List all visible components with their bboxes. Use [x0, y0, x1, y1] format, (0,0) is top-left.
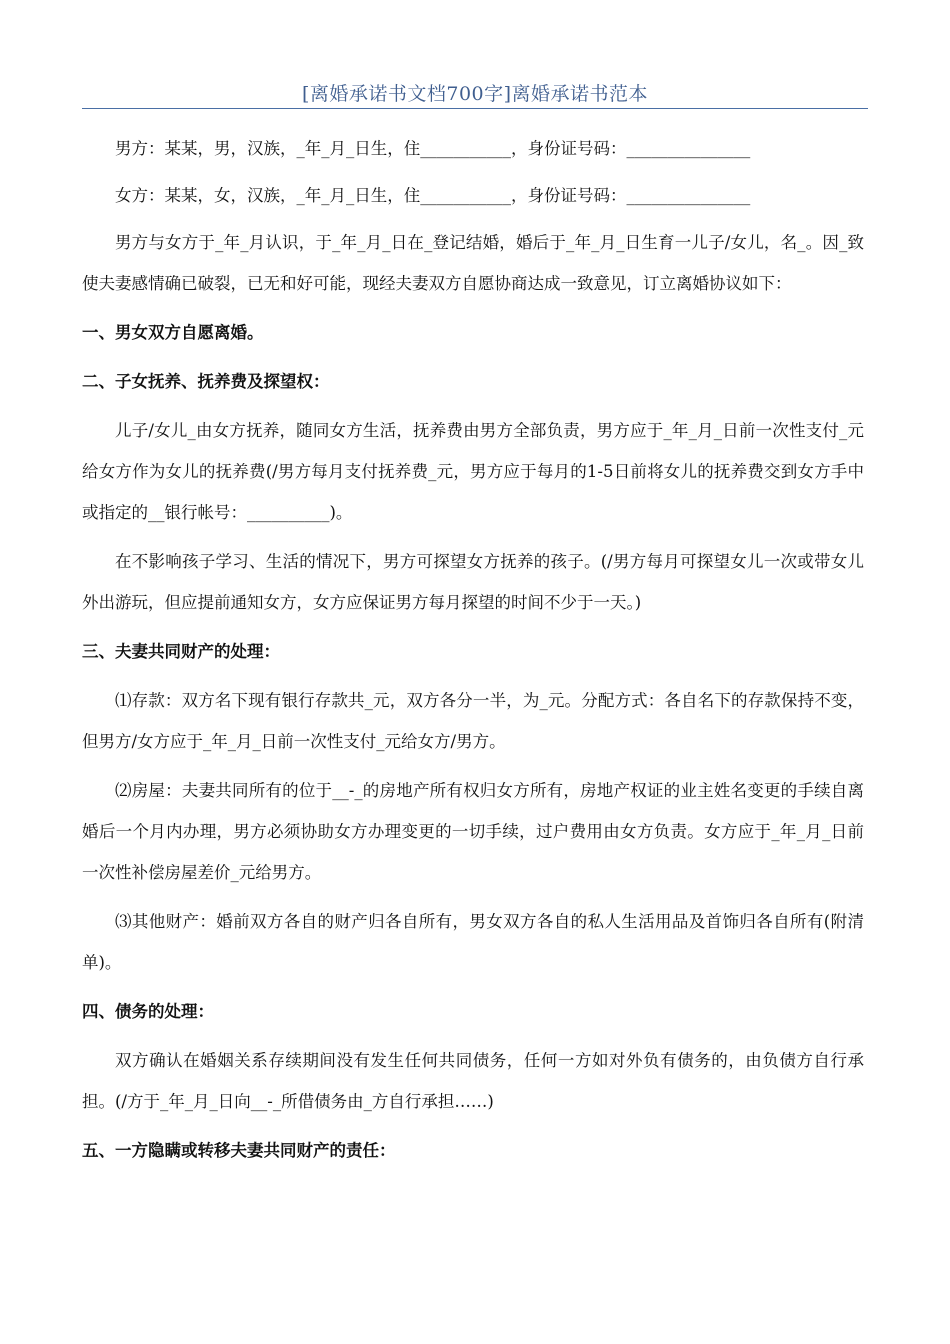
- section5-heading: 五、一方隐瞒或转移夫妻共同财产的责任：: [82, 1141, 396, 1160]
- section1-heading: 一、男女双方自愿离婚。: [82, 323, 264, 342]
- male-party-line: 男方：某某，男，汉族，_年_月_日生，住___________，身份证号码：_______________: [115, 139, 751, 158]
- header-divider: [82, 108, 868, 109]
- document-header-title: [离婚承诺书文档700字]离婚承诺书范本: [301, 83, 649, 105]
- section3-paragraph-3: ⑶其他财产：婚前双方各自的财产归各自所有，男女双方各自的私人生活用品及首饰归各自所有(附清单)。: [82, 912, 864, 972]
- document-body: [82, 128, 864, 1179]
- section4-paragraph-1: 双方确认在婚姻关系存续期间没有发生任何共同债务，任何一方如对外负有债务的，由负债方自行承担。(/方于_年_月_日向__-_所借债务由_方自行承担……): [82, 1051, 864, 1111]
- intro-paragraph: 男方与女方于_年_月认识，于_年_月_日在_登记结婚，婚后于_年_月_日生育一儿子/女儿，名_。因_致使夫妻感情确已破裂，已无和好可能，现经夫妻双方自愿协商达成一致意见，订立离婚协议如下：: [82, 233, 864, 293]
- section3-paragraph-1: ⑴存款：双方名下现有银行存款共_元，双方各分一半，为_元。分配方式：各自名下的存款保持不变，但男方/女方应于_年_月_日前一次性支付_元给女方/男方。: [82, 691, 864, 751]
- section3-heading: 三、夫妻共同财产的处理：: [82, 642, 280, 661]
- section2-paragraph-2: 在不影响孩子学习、生活的情况下，男方可探望女方抚养的孩子。(/男方每月可探望女儿一次或带女儿外出游玩，但应提前通知女方，女方应保证男方每月探望的时间不少于一天。): [82, 552, 864, 612]
- section4-heading: 四、债务的处理：: [82, 1002, 214, 1021]
- section2-heading: 二、子女抚养、抚养费及探望权：: [82, 372, 330, 391]
- section2-paragraph-1: 儿子/女儿_由女方抚养，随同女方生活，抚养费由男方全部负责，男方应于_年_月_日前一次性支付_元给女方作为女儿的抚养费(/男方每月支付抚养费_元，男方应于每月的1-5日前将女儿的抚养费交到女方手中或指定的__银行帐号：__________)。: [82, 421, 864, 522]
- section3-paragraph-2: ⑵房屋：夫妻共同所有的位于__-_的房地产所有权归女方所有，房地产权证的业主姓名变更的手续自离婚后一个月内办理，男方必须协助女方办理变更的一切手续，过户费用由女方负责。女方应于_年_月_日前一次性补偿房屋差价_元给男方。: [82, 781, 865, 882]
- female-party-line: 女方：某某，女，汉族，_年_月_日生，住___________，身份证号码：_______________: [115, 186, 751, 205]
